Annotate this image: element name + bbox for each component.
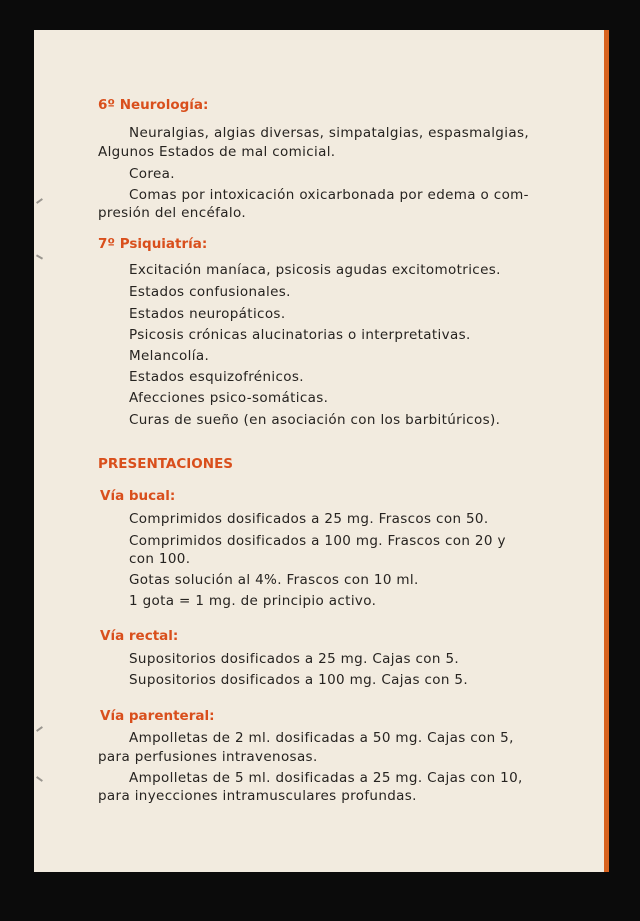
subheading-via-parenteral: Vía parenteral: [100, 708, 215, 724]
text-line: Comprimidos dosificados a 25 mg. Frascos con 50. [129, 511, 489, 527]
text-line: Estados esquizofrénicos. [129, 369, 304, 385]
section-heading-presentaciones: PRESENTACIONES [98, 456, 234, 472]
page-content [34, 30, 604, 872]
text-line: Supositorios dosificados a 100 mg. Cajas con 5. [129, 672, 468, 688]
text-line: Estados neuropáticos. [129, 306, 286, 322]
text-line: Afecciones psico-somáticas. [129, 390, 329, 406]
subheading-via-rectal: Vía rectal: [100, 628, 179, 644]
text-line: para perfusiones intravenosas. [98, 749, 318, 765]
text-line: Comprimidos dosificados a 100 mg. Frascos con 20 y [129, 533, 506, 549]
fold-mark [36, 776, 43, 782]
subheading-via-bucal: Vía bucal: [100, 488, 176, 504]
text-line: Neuralgias, algias diversas, simpatalgias, espasmalgias, [129, 125, 529, 141]
text-line: Psicosis crónicas alucinatorias o interpretativas. [129, 327, 471, 343]
text-line: Supositorios dosificados a 25 mg. Cajas con 5. [129, 651, 460, 667]
text-line: Curas de sueño (en asociación con los barbitúricos). [129, 412, 501, 428]
text-line: Comas por intoxicación oxicarbonada por edema o com- [129, 187, 529, 203]
section-heading-psiquiatria: 7º Psiquiatría: [98, 236, 208, 252]
text-line: Melancolía. [129, 348, 210, 364]
text-line: Estados confusionales. [129, 284, 291, 300]
fold-mark [36, 198, 43, 204]
text-line: 1 gota = 1 mg. de principio activo. [129, 593, 377, 609]
text-line: Ampolletas de 2 ml. dosificadas a 50 mg. Cajas con 5, [129, 730, 514, 746]
document-page [34, 30, 604, 872]
text-line: presión del encéfalo. [98, 205, 246, 221]
page-edge-stripe [604, 30, 609, 872]
text-line: para inyecciones intramusculares profundas. [98, 788, 417, 804]
text-line: Corea. [129, 166, 175, 182]
text-line: Ampolletas de 5 ml. dosificadas a 25 mg. Cajas con 10, [129, 770, 523, 786]
fold-mark [36, 726, 43, 732]
section-heading-neurologia: 6º Neurología: [98, 97, 209, 113]
text-line: Gotas solución al 4%. Frascos con 10 ml. [129, 572, 419, 588]
text-line: con 100. [129, 551, 191, 567]
text-line: Excitación maníaca, psicosis agudas excitomotrices. [129, 262, 501, 278]
fold-mark [36, 254, 43, 259]
text-line: Algunos Estados de mal comicial. [98, 144, 336, 160]
